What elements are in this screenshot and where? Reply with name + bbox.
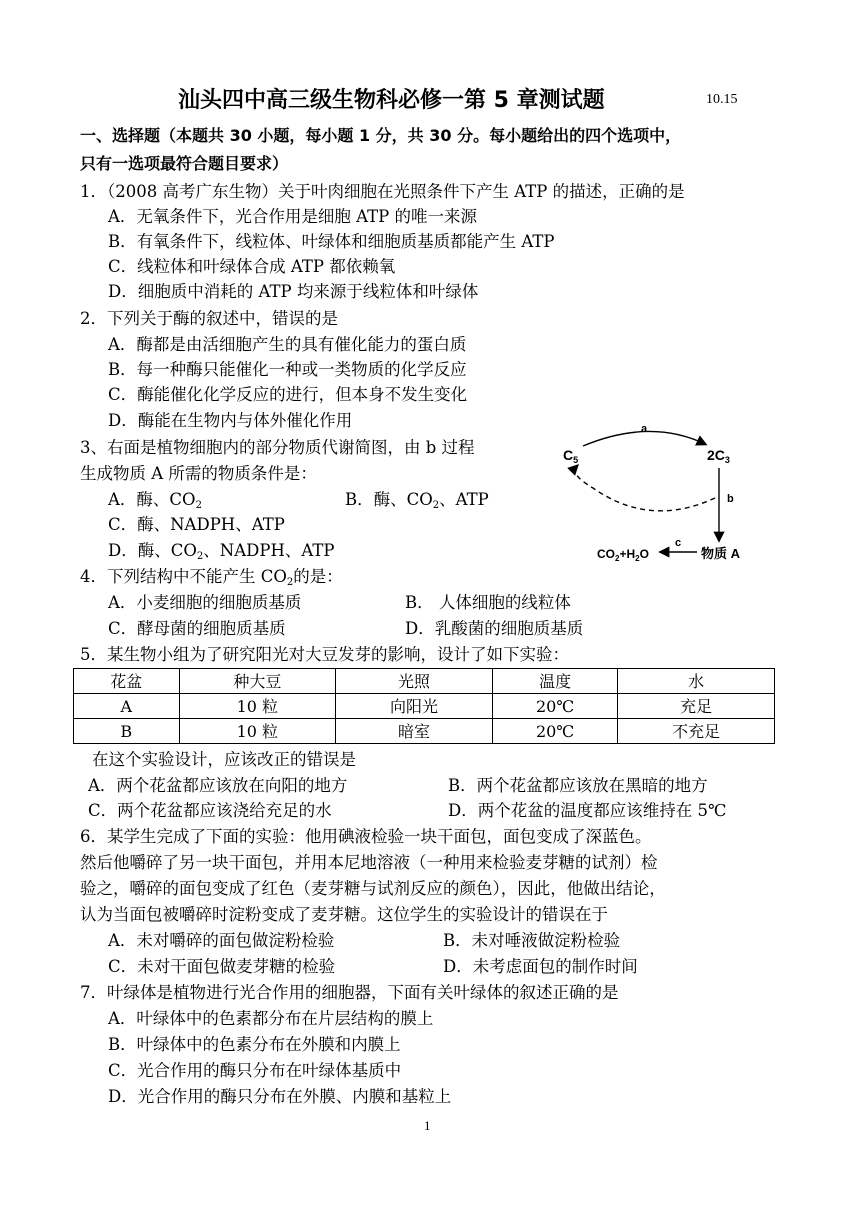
q1-option-c: C．线粒体和叶绿体合成 ATP 都依赖氧 [108,257,396,276]
arrow-c-label: c [675,537,682,549]
q6-stem-line3: 验之，嚼碎的面包变成了红色（麦芽糖与试剂反应的颜色），因此，他做出结论， [80,879,666,898]
q5-option-d: D．两个花盆的温度都应该维持在 5℃ [448,801,727,820]
arrow-a-label: a [641,423,648,435]
table-header-cell: 光照 [336,669,493,694]
q4-option-d: D．乳酸菌的细胞质基质 [405,619,584,638]
q3-option-b: B．酶、$CO_2$、ATP [345,490,489,511]
q6-option-d: D．未考虑面包的制作时间 [443,957,638,976]
arrow-return-dashed [575,466,715,511]
q4-stem: 4．下列结构中不能产生 $CO_2$的是： [80,567,343,588]
co2-h2o-label: $CO_2+H_2O$ [597,547,649,563]
q6-option-b: B．未对唾液做淀粉检验 [443,931,621,950]
q7-option-b: B．叶绿体中的色素分布在外膜和内膜上 [108,1035,401,1054]
q5-option-a: A．两个花盆都应该放在向阳的地方 [88,776,348,795]
table-header-cell: 温度 [492,669,617,694]
q2-option-c: C．酶能催化化学反应的进行，但本身不发生变化 [108,385,468,404]
table-cell: B [74,719,180,744]
q4-option-b: B． 人体细胞的线粒体 [405,593,571,612]
q2-stem: 2．下列关于酶的叙述中，错误的是 [80,309,338,328]
table-cell: 充足 [618,694,775,719]
c5-label: $C_5$ [563,447,579,465]
q5-option-b: B．两个花盆都应该放在黑暗的地方 [448,776,708,795]
q2-option-b: B．每一种酶只能催化一种或一类物质的化学反应 [108,360,467,379]
q3-stem: 3、右面是植物细胞内的部分物质代谢简图，由 b 过程 [80,438,475,457]
q4-option-c: C．酵母菌的细胞质基质 [108,619,286,638]
table-cell: 暗室 [336,719,493,744]
c3-label: $2C_3$ [707,447,730,465]
q3-option-d: D．酶、$CO_2$、NADPH、ATP [108,541,335,562]
table-cell: 不充足 [618,719,775,744]
q5-option-c: C．两个花盆都应该浇给充足的水 [88,801,332,820]
table-cell: 10 粒 [179,719,336,744]
q7-stem: 7．叶绿体是植物进行光合作用的细胞器，下面有关叶绿体的叙述正确的是 [80,983,619,1002]
table-cell: 向阳光 [336,694,493,719]
q6-option-c: C．未对干面包做麦芽糖的检验 [108,957,336,976]
table-header-cell: 花盆 [74,669,180,694]
q1-option-d: D．细胞质中消耗的 ATP 均来源于线粒体和叶绿体 [108,282,479,301]
q4-option-a: A．小麦细胞的细胞质基质 [108,593,302,612]
table-header-cell: 种大豆 [179,669,336,694]
table-row [74,694,775,719]
q1-option-b: B．有氧条件下，线粒体、叶绿体和细胞质基质都能产生 ATP [108,232,555,251]
table-header-cell: 水 [618,669,775,694]
q6-stem-line2: 然后他嚼碎了另一块干面包，并用本尼地溶液（一种用来检验麦芽糖的试剂）检 [80,853,658,872]
q5-stem: 5．某生物小组为了研究阳光对大豆发芽的影响，设计了如下实验： [80,645,569,664]
table-cell: 10 粒 [179,694,336,719]
q3-option-a: A．酶、$CO_2$ [108,490,202,511]
section-heading-cont: 只有一选项最符合题目要求） [80,154,289,173]
table-cell: A [74,694,180,719]
page-title: 汕头四中高三级生物科必修一第 5 章测试题 [178,88,605,113]
table-cell: 20℃ [492,719,617,744]
date-label: 10.15 [706,92,738,107]
q3-stem-cont: 生成物质 A 所需的物质条件是： [80,464,317,483]
q7-option-a: A．叶绿体中的色素都分布在片层结构的膜上 [108,1009,434,1028]
table-header-row [74,669,775,694]
q3-option-c: C．酶、NADPH、ATP [108,515,285,534]
metabolism-diagram [555,418,775,568]
experiment-table [73,668,775,744]
table-cell: 20℃ [492,694,617,719]
q7-option-c: C．光合作用的酶只分布在叶绿体基质中 [108,1061,402,1080]
table-row [74,719,775,744]
section-heading: 一、选择题（本题共 30 小题，每小题 1 分，共 30 分。每小题给出的四个选项中， [80,126,682,145]
q5-stem-cont: 在这个实验设计，应该改正的错误是 [92,750,356,769]
q6-stem-line4: 认为当面包被嚼碎时淀粉变成了麦芽糖。这位学生的实验设计的错误在于 [80,905,608,924]
q6-option-a: A．未对嚼碎的面包做淀粉检验 [108,931,335,950]
page-number: 1 [424,1118,431,1133]
q2-option-a: A．酶都是由活细胞产生的具有催化能力的蛋白质 [108,335,467,354]
substance-a-label: 物质 A [701,546,741,561]
q1-stem: 1．（2008 高考广东生物）关于叶肉细胞在光照条件下产生 ATP 的描述，正确的是 [80,182,685,201]
arrow-b-label: b [727,493,734,505]
q1-option-a: A．无氧条件下，光合作用是细胞 ATP 的唯一来源 [108,207,478,226]
q7-option-d: D．光合作用的酶只分布在外膜、内膜和基粒上 [108,1087,452,1106]
q6-stem-line1: 6．某学生完成了下面的实验：他用碘液检验一块干面包，面包变成了深蓝色。 [80,827,652,846]
q2-option-d: D．酶能在生物内与体外催化作用 [108,411,353,430]
